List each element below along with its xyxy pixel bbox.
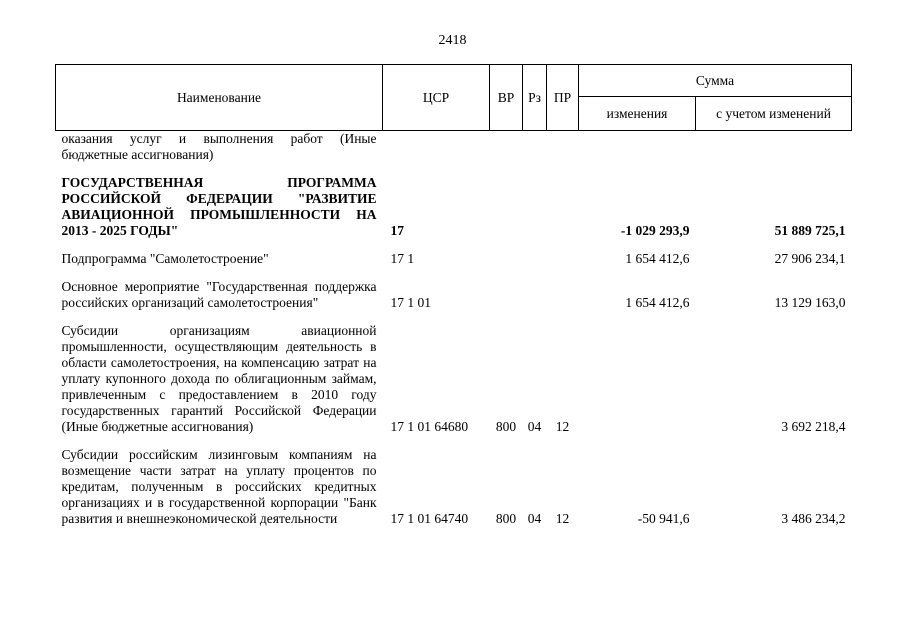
row-total: 3 692 218,4 (781, 419, 846, 434)
row-change: -1 029 293,9 (620, 223, 690, 238)
table-row (56, 251, 852, 267)
row-total: 13 129 163,0 (774, 295, 846, 310)
row-change: 1 654 412,6 (625, 295, 690, 310)
row-pr (547, 131, 579, 164)
header-vr: ВР (490, 65, 523, 131)
row-name: Основное мероприятие "Государственная поддержка российских организаций самолетостроения" (61, 279, 377, 310)
row-csr: 17 1 01 64680 (390, 419, 469, 434)
budget-table (55, 64, 852, 527)
row-rz: 04 (527, 419, 542, 434)
row-pr: 12 (555, 511, 570, 526)
row-csr: 17 (390, 223, 404, 238)
row-change (579, 131, 696, 164)
header-changes: изменения (579, 97, 696, 131)
row-total: 51 889 725,1 (774, 223, 846, 238)
row-rz (523, 251, 547, 267)
row-total (696, 131, 852, 164)
table-row (56, 279, 852, 311)
row-rz: 04 (527, 511, 542, 526)
page-number: 2418 (438, 33, 467, 48)
row-rz (523, 279, 547, 311)
header-pr: ПР (547, 65, 579, 131)
row-rz (523, 131, 547, 164)
row-name: Подпрограмма "Самолетостроение" (61, 251, 269, 266)
row-total: 3 486 234,2 (781, 511, 846, 526)
row-change (579, 323, 696, 435)
header-csr: ЦСР (383, 65, 490, 131)
row-csr: 17 1 01 (390, 295, 431, 310)
row-vr: 800 (495, 419, 517, 434)
row-vr (490, 279, 523, 311)
row-change: -50 941,6 (637, 511, 690, 526)
table-row (56, 175, 852, 239)
row-pr (547, 175, 579, 239)
row-name: Субсидии российским лизинговым компаниям на возмещение части затрат на уплату процентов по кредитам, полученным в российских кредитных организациях и в государственной корпорации "Банк развития и внешнеэкономической деятельности (61, 447, 377, 526)
row-vr (490, 251, 523, 267)
row-vr (490, 131, 523, 164)
row-name: Субсидии организациям авиационной промышленности, осуществляющим деятельность в области самолетостроения, на компенсацию затрат на уплату купонного дохода по облигационным займам, привлеченным с предоставлением в 2010 году государственных гарантий Российской Федерации (Иные бюджетные ассигнования) (61, 323, 377, 434)
row-pr: 12 (555, 419, 570, 434)
table-row (56, 131, 852, 164)
row-name: ГОСУДАРСТВЕННАЯ ПРОГРАММА РОССИЙСКОЙ ФЕДЕРАЦИИ "РАЗВИТИЕ АВИАЦИОННОЙ ПРОМЫШЛЕННОСТИ НА 2013 - 2025 ГОДЫ" (61, 175, 377, 238)
row-csr: 17 1 01 64740 (390, 511, 469, 526)
row-change: 1 654 412,6 (625, 251, 690, 266)
row-name: оказания услуг и выполнения работ (Иные бюджетные ассигнования) (61, 131, 377, 162)
table-row (56, 323, 852, 435)
row-pr (547, 279, 579, 311)
row-csr (383, 131, 490, 164)
row-vr (490, 175, 523, 239)
header-rz: Рз (523, 65, 547, 131)
header-with-changes: с учетом изменений (696, 97, 852, 131)
table-header (56, 65, 852, 131)
row-rz (523, 175, 547, 239)
row-pr (547, 251, 579, 267)
header-name: Наименование (56, 65, 383, 131)
table-row (56, 447, 852, 527)
row-total: 27 906 234,1 (774, 251, 846, 266)
row-csr: 17 1 (390, 251, 415, 266)
row-vr: 800 (495, 511, 517, 526)
header-sum: Сумма (579, 65, 852, 97)
